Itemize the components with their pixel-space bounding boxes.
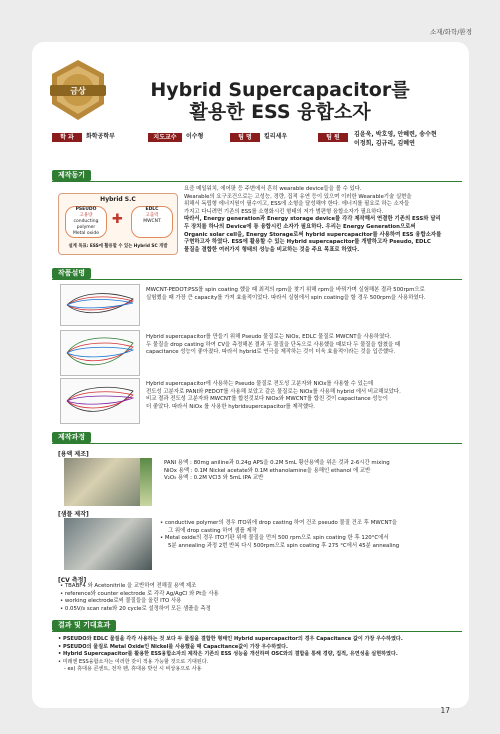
sub-heading-sample: [샘플 제작] [58, 511, 89, 518]
divider [52, 443, 462, 444]
team-value: 킬리세우 [264, 133, 288, 140]
sample-l4: 5분 annealing 과정 2번 반복 다시 500rpm으로 spin coating 후 275 °C에서 45분 annealing [168, 542, 400, 549]
sample-text [160, 520, 462, 550]
category-label: 소재/화학/환경 [429, 28, 472, 36]
pseudo-title: PSEUDO [75, 207, 97, 212]
principle-b3-l2: 전도성 고분자로 PANI와 PEDOT를 사용해 보았고 같은 물질로는 NiOx를 사용해 hybrid 에서 비교해보았다. [146, 388, 401, 395]
diagram-title: Hybrid S.C [100, 196, 136, 203]
divider [52, 279, 462, 280]
motive-p3: 위해서 독립형 에너지원이 필수이고, ESS에 소형을 달성해야 한다. 에너지를 필요로 하는 소자들 [184, 201, 410, 208]
edlc-sub2: MWCNT [143, 219, 161, 224]
plus-icon: ✚ [112, 212, 123, 227]
cv-l1: • TBABF4 와 Acetonitrile 을 교반하여 전해질 용액 제조 [60, 583, 197, 589]
cv-l3: • working electrode로써 물질들을 올린 ITO 사용 [60, 598, 182, 605]
motive-p9: 물질을 결합한 여러가지 형태의 성능을 비교하는 것을 주요 목표로 하였다. [184, 246, 360, 253]
title-line-1: Hybrid Supercapacitor를 [150, 79, 410, 101]
process-heading: 제작과정 [52, 432, 91, 443]
principle-b3-l3: 비교 결과 전도성 고분자와 MWCNT를 합친것보다 NiOx와 MWCNT를 합친 것이 capacitance 성능이 [146, 396, 388, 403]
result-r4: • 미래엔 ESS융합소자는 여러한 갖이 적용 가능할 것으로 기대된다. [58, 658, 209, 665]
medal-label: 금상 [70, 86, 86, 96]
principle-b1-l2: 실험했을 때 가장 큰 capacity를 가져 효율적이었다. 따라서 실험에서 spin coating을 할 경우 500rpm을 사용하였다. [146, 294, 426, 301]
cv-text [60, 583, 460, 613]
motive-p5: 따라서, Energy generation과 Energy storage device를 각각 제작해서 연결한 기존의 ESS와 달리 [184, 216, 441, 223]
pseudo-box [65, 206, 107, 238]
hybrid-sc-diagram [58, 193, 178, 255]
member-label: 팀 원 [318, 133, 348, 142]
cv-l4: • 0.05V/s scan rate와 20 cycle로 설정하여 모든 샘플을 측정 [60, 605, 211, 612]
result-r5: - ex) 휴대용 콘센트, 전자 펜, 휴대용 밧선 시 비상용으로 사용 [64, 666, 202, 673]
principle-b3-l4: 더 좋았다. 따라서 NiOx 를 사용한 hybridsupercapacitor를 제작했다. [146, 403, 316, 410]
motive-p1: 요즘 메일워치, 에어팟 등 주변에서 흔히 wearable device들을 볼 수 있다. [184, 186, 362, 192]
cv-graph-compare [60, 378, 140, 424]
diagram-caption: 설계 목표: ESS에 활용할 수 있는 Hybrid SC 개발 [68, 244, 168, 249]
sample-photo [64, 518, 152, 570]
solution-l1: PANI 용액 : 80mg aniline과 0.24g APS을 0.2M 5mL 황산용액을 위은 것과 2-6시간 mixing [164, 460, 390, 466]
pseudo-sub1: 고용량 [79, 213, 93, 218]
edlc-sub1: 고출력 [145, 213, 159, 218]
divider [52, 181, 462, 182]
title-line-2: 활용한 ESS 융합소자 [189, 101, 371, 123]
motive-p2: Wearable의 요구조건으로는 고성능, 경량, 집적 유연 등이 있으며 이러한 Wearable기술 실현을 [184, 193, 412, 200]
member-line-1: 김윤욱, 박호영, 안혜련, 송수현 [354, 131, 437, 138]
solution-text [164, 460, 462, 483]
pseudo-sub3: Metal oxide [72, 231, 99, 236]
cv-graph-hybrid [60, 330, 140, 376]
principle-text-2 [146, 334, 462, 357]
motive-text [184, 186, 464, 254]
prof-label: 지도교수 [148, 133, 182, 142]
pseudo-sub2: conducting polymer [73, 219, 99, 230]
dept-value: 화학공학부 [86, 133, 115, 140]
gold-medal-icon [48, 58, 108, 124]
sub-heading-solution: [용액 제조] [58, 451, 89, 458]
principle-b2-l1: Hybrid supercapacitor를 만들기 위해 Pseudo 물질로는 NiOx, EDLC 물질로 MWCNT을 사용하였다. [146, 334, 392, 340]
principle-text-3 [146, 381, 462, 411]
edlc-box [131, 206, 173, 238]
result-r1: • PSEUDO와 EDLC 물질을 각각 사용하는 것 보다 두 물질을 결합한 형태인 Hybrid supercapacitor의 경우 Capacitance 값이 가장 우수하였다. [58, 636, 403, 642]
prof-value: 이수형 [186, 133, 204, 140]
result-r2: • PSEUDO의 물질로 Metal Oxide인 Nickel를 사용했을 때 Capacitance값이 가장 우수하였다. [58, 643, 288, 650]
result-text [58, 636, 462, 674]
dept-label: 학 과 [52, 133, 82, 142]
principle-b2-l3: capacitance 성능이 좋아졌다. 따라서 hybrid로 연극을 제작하는 것이 더욱 효율적이라는 것을 입증했다. [146, 349, 396, 356]
motive-p8: 구현하고자 하였다. ESS에 활용할 수 있는 Hybrid supercapacitor를 개발하고자 Pseudo, EDLC [184, 239, 431, 246]
solution-photo [64, 458, 152, 506]
page-title [150, 79, 410, 123]
solution-l2: NiOx 용액 : 0.1M Nickel acetate와 0.1M ethanolamine을 용해인 ethanol 에 교반 [164, 467, 371, 474]
result-r3: • Hybrid Supercapacitor를 활용한 ESS융합소자의 제작은 기존의 ESS 성능을 개선하며 OSC와의 결합을 통해 경량, 집적, 유연성을 실현하였다. [58, 651, 398, 658]
principle-b3-l1: Hybrid supercapacitor에 사용하는 Pseudo 물질로 전도성 고분자와 NiOx를 사용할 수 있는데 [146, 381, 374, 387]
principle-b1-l1: MWCNT-PEDOT:PSS를 spin coating 했을 때 최적의 rpm을 찾기 위해 rpm을 바꿔가며 실험해본 결과 500rpm으로 [146, 287, 425, 293]
principle-b2-l2: 두 물질을 drop casting 하여 CV을 측정해본 결과 두 물질을 단독으로 사용했을 때보다 두 물질을 합쳤을 때 [146, 341, 401, 348]
motive-p4: 가지고 다니려면 기존의 ESS를 소형화시킨 형태의 저가 범편형 융합소자가 필요하다. [184, 208, 384, 215]
page-number: 17 [440, 706, 450, 715]
motive-p6: 두 장치를 하나의 Device에 통 융합시킨 소자가 필요하다. 우리는 Energy Generation으로써 [184, 223, 416, 230]
member-line-2: 이정희, 김규리, 김혜연 [354, 140, 415, 147]
sample-l1: • conductive polymer의 경우 ITO위에 drop casting 하여 건조 pseudo 물질 건조 후 MWCNT을 [160, 520, 397, 526]
sample-l3: • Metal oxide의 경우 ITO기판 위에 물질을 먼저 500 rpm으로 spin coating 한 후 120°C에서 [160, 535, 389, 542]
principle-text-1 [146, 287, 462, 302]
sub-heading-cv: [CV 측정] [58, 577, 87, 584]
motive-p7: Organic solar cell을, Energy Storage로써 hybrid supercapacitor를 사용하여 ESS 융합소자를 [184, 231, 442, 238]
result-heading: 결과 및 기대효과 [52, 620, 116, 631]
divider [52, 631, 462, 632]
principle-heading: 작품설명 [52, 268, 91, 279]
info-row [52, 131, 462, 155]
edlc-title: EDLC [145, 207, 159, 212]
sample-l2: 그 위에 drop casting 하여 샘플 제작 [168, 527, 257, 534]
cv-graph-rpm [60, 284, 140, 326]
motive-heading: 제작동기 [52, 170, 91, 181]
cv-l2: • reference와 counter electrode 로 각각 Ag/AgCl 와 Pt을 사용 [60, 590, 219, 597]
team-label: 팀 명 [230, 133, 260, 142]
solution-l3: V₂O₅ 용액 : 0.2M VCl3 와 5mL IPA 교반 [164, 475, 264, 482]
solution-photo-vials [140, 458, 152, 506]
